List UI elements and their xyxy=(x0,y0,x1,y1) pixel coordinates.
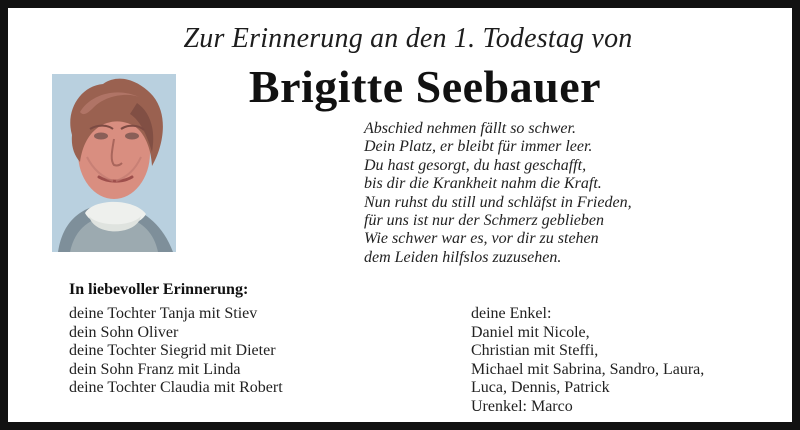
family-list-left xyxy=(69,305,399,398)
poem-line: Wie schwer war es, vor dir zu stehen xyxy=(364,230,599,248)
family-line: deine Tochter Siegrid mit Dieter xyxy=(69,342,276,359)
person-name: Brigitte Seebauer xyxy=(248,61,602,112)
poem-line: bis dir die Krankheit nahm die Kraft. xyxy=(364,175,602,193)
portrait-image xyxy=(52,74,176,252)
family-line: Luca, Dennis, Patrick xyxy=(471,379,610,396)
portrait-photo xyxy=(52,74,176,252)
anniversary-subtitle: Zur Erinnerung an den 1. Todestag von xyxy=(183,23,633,54)
family-line: Urenkel: Marco xyxy=(471,397,573,415)
memory-heading: In liebevoller Erinnerung: xyxy=(69,281,249,298)
poem-line: Dein Platz, er bleibt für immer leer. xyxy=(364,138,593,156)
family-list-right xyxy=(471,305,781,416)
family-line: Michael mit Sabrina, Sandro, Laura, xyxy=(471,360,705,378)
family-line: deine Tochter Claudia mit Robert xyxy=(69,379,283,396)
memorial-poem xyxy=(364,120,684,267)
poem-line: Abschied nehmen fällt so schwer. xyxy=(364,120,576,137)
family-line: dein Sohn Franz mit Linda xyxy=(69,360,241,378)
family-line: Daniel mit Nicole, xyxy=(471,323,590,341)
poem-line: dem Leiden hilfslos zuzusehen. xyxy=(364,248,562,266)
poem-line: Du hast gesorgt, du hast geschafft, xyxy=(364,156,587,174)
family-line: deine Tochter Tanja mit Stiev xyxy=(69,305,258,322)
family-line: Christian mit Steffi, xyxy=(471,342,599,359)
poem-line: für uns ist nur der Schmerz geblieben xyxy=(364,212,604,230)
family-line: dein Sohn Oliver xyxy=(69,323,179,341)
poem-line: Nun ruhst du still und schläfst in Frieden, xyxy=(364,193,632,211)
family-line: deine Enkel: xyxy=(471,305,552,322)
